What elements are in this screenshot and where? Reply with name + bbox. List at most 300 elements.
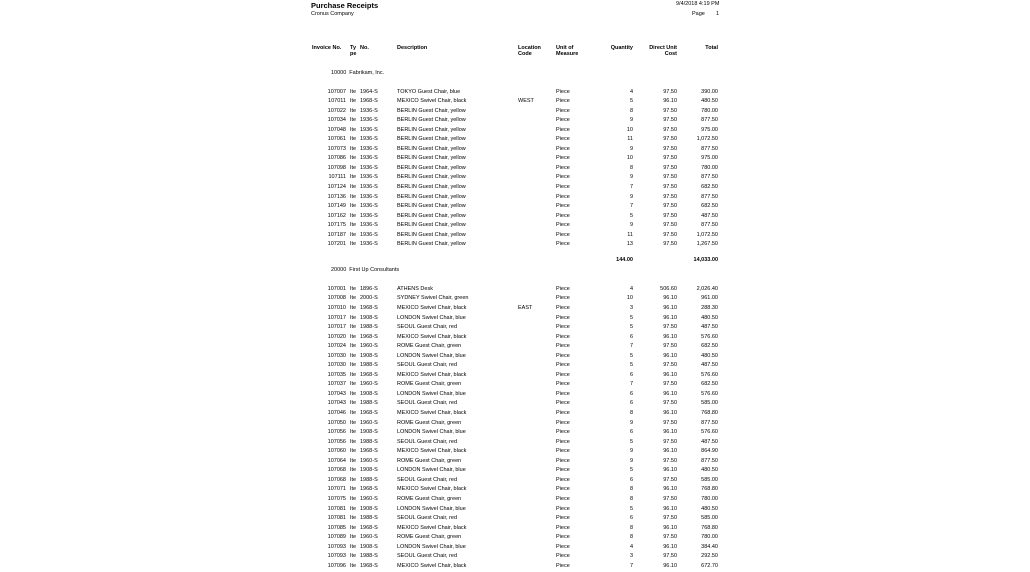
line-total: 585.00: [701, 515, 718, 522]
description: SEOUL Guest Chair, red: [397, 324, 458, 331]
description: BERLIN Guest Chair, yellow: [397, 241, 466, 248]
table-row: [0, 420, 1030, 430]
description: MEXICO Swivel Chair, black: [397, 304, 467, 311]
item-no: 1908-S: [360, 429, 378, 436]
item-no: 1936-S: [360, 212, 378, 219]
invoice-no: 107010: [327, 304, 346, 311]
type: Ite: [350, 400, 357, 407]
table-row: [0, 98, 1030, 108]
item-no: 1908-S: [360, 352, 378, 359]
type: Ite: [350, 362, 357, 369]
invoice-no: 107060: [327, 448, 346, 455]
unit-of-measure: Piece: [556, 553, 570, 560]
unit-of-measure: Piece: [556, 193, 570, 200]
vendor-name: Fabrikam, Inc.: [349, 69, 385, 76]
invoice-no: 107017: [327, 314, 346, 321]
quantity: 4: [629, 88, 633, 95]
invoice-no: 107034: [327, 117, 346, 124]
table-row: [0, 353, 1030, 363]
unit-of-measure: Piece: [556, 145, 570, 152]
vendor-code: 10000: [331, 69, 347, 76]
invoice-no: 107007: [327, 88, 346, 95]
line-total: 1,072.50: [696, 136, 718, 143]
direct-unit-cost: 97.50: [663, 222, 677, 229]
quantity: 8: [629, 534, 633, 541]
item-no: 1988-S: [360, 515, 378, 522]
direct-unit-cost: 96.10: [663, 448, 677, 455]
line-total: 682.50: [701, 203, 718, 210]
unit-of-measure: Piece: [556, 400, 570, 407]
quantity: 8: [629, 107, 633, 114]
table-row: [0, 165, 1030, 175]
header-invoice-no: Invoice No.: [312, 45, 342, 51]
description: MEXICO Swivel Chair, black: [397, 562, 467, 569]
type: Ite: [350, 333, 357, 340]
unit-of-measure: Piece: [556, 343, 570, 350]
direct-unit-cost: 96.10: [663, 304, 677, 311]
invoice-no: 107030: [327, 362, 346, 369]
invoice-no: 107068: [327, 476, 346, 483]
line-total: 384.40: [701, 543, 718, 550]
unit-of-measure: Piece: [556, 333, 570, 340]
invoice-no: 107001: [327, 285, 346, 292]
item-no: 1968-S: [360, 371, 378, 378]
page-number: 1: [716, 11, 720, 17]
item-no: 1988-S: [360, 553, 378, 560]
line-total: 576.60: [701, 429, 718, 436]
table-row: [0, 222, 1030, 232]
line-total: 877.50: [701, 457, 718, 464]
quantity: 5: [629, 212, 633, 219]
line-total: 975.00: [701, 126, 718, 133]
invoice-no: 107043: [327, 390, 346, 397]
type: Ite: [350, 524, 357, 531]
description: BERLIN Guest Chair, yellow: [397, 117, 466, 124]
invoice-no: 107064: [327, 457, 346, 464]
invoice-no: 107035: [327, 371, 346, 378]
direct-unit-cost: 97.50: [663, 495, 677, 502]
description: BERLIN Guest Chair, yellow: [397, 155, 466, 162]
type: Ite: [350, 193, 357, 200]
direct-unit-cost: 97.50: [663, 88, 677, 95]
direct-unit-cost: 96.10: [663, 486, 677, 493]
item-no: 1936-S: [360, 126, 378, 133]
item-no: 1936-S: [360, 107, 378, 114]
quantity: 6: [629, 371, 633, 378]
type: Ite: [350, 390, 357, 397]
type: Ite: [350, 562, 357, 569]
type: Ite: [350, 88, 357, 95]
type: Ite: [350, 486, 357, 493]
line-total: 780.00: [701, 164, 718, 171]
type: Ite: [350, 285, 357, 292]
item-no: 1968-S: [360, 486, 378, 493]
table-row: [0, 117, 1030, 127]
line-total: 768.80: [701, 524, 718, 531]
direct-unit-cost: 97.50: [663, 400, 677, 407]
table-row: [0, 372, 1030, 382]
direct-unit-cost: 96.10: [663, 467, 677, 474]
description: SEOUL Guest Chair, red: [397, 362, 458, 369]
quantity: 7: [629, 203, 633, 210]
direct-unit-cost: 96.10: [663, 429, 677, 436]
item-no: 1968-S: [360, 333, 378, 340]
invoice-no: 107017: [327, 324, 346, 331]
description: SEOUL Guest Chair, red: [397, 476, 458, 483]
invoice-no: 107046: [327, 410, 346, 416]
type: Ite: [350, 212, 357, 219]
unit-of-measure: Piece: [556, 352, 570, 359]
direct-unit-cost: 97.50: [663, 155, 677, 162]
item-no: 1960-S: [360, 381, 378, 388]
quantity: 6: [629, 400, 633, 407]
description: MEXICO Swivel Chair, black: [397, 410, 467, 416]
invoice-no: 107081: [327, 515, 346, 522]
description: BERLIN Guest Chair, yellow: [397, 193, 466, 200]
line-total: 292.50: [701, 553, 718, 560]
line-total: 390.00: [701, 88, 718, 95]
unit-of-measure: Piece: [556, 184, 570, 190]
table-row: [0, 213, 1030, 223]
unit-of-measure: Piece: [556, 126, 570, 133]
description: BERLIN Guest Chair, yellow: [397, 184, 466, 190]
page-label: Page: [692, 11, 705, 17]
unit-of-measure: Piece: [556, 117, 570, 124]
quantity: 6: [629, 429, 633, 436]
type: Ite: [350, 203, 357, 210]
table-row: [0, 506, 1030, 516]
line-total: 768.80: [701, 486, 718, 493]
line-total: 877.50: [701, 193, 718, 200]
description: LONDON Swivel Chair, blue: [397, 505, 466, 512]
table-row: [0, 315, 1030, 325]
vendor-group-header: [331, 267, 399, 273]
type: Ite: [350, 457, 357, 464]
quantity: 6: [629, 476, 633, 483]
invoice-no: 107030: [327, 352, 346, 359]
table-row: [0, 410, 1030, 420]
invoice-no: 107136: [327, 193, 346, 200]
line-total: 487.50: [701, 212, 718, 219]
line-total: 877.50: [701, 145, 718, 152]
description: ROME Guest Chair, green: [397, 495, 462, 502]
line-total: 975.00: [701, 155, 718, 162]
item-no: 1936-S: [360, 193, 378, 200]
item-no: 1936-S: [360, 222, 378, 229]
item-no: 1936-S: [360, 155, 378, 162]
unit-of-measure: Piece: [556, 324, 570, 331]
direct-unit-cost: 96.10: [663, 505, 677, 512]
direct-unit-cost: 96.10: [663, 314, 677, 321]
type: Ite: [350, 136, 357, 143]
table-row: [0, 448, 1030, 458]
table-row: [0, 343, 1030, 353]
invoice-no: 107093: [327, 553, 346, 560]
description: LONDON Swivel Chair, blue: [397, 543, 466, 550]
direct-unit-cost: 96.10: [663, 390, 677, 397]
item-no: 1964-S: [360, 88, 378, 95]
table-row: [0, 391, 1030, 401]
quantity: 7: [629, 184, 633, 190]
type: Ite: [350, 505, 357, 512]
description: BERLIN Guest Chair, yellow: [397, 203, 466, 210]
direct-unit-cost: 96.10: [663, 98, 677, 105]
description: MEXICO Swivel Chair, black: [397, 448, 467, 455]
item-no: 1936-S: [360, 117, 378, 124]
direct-unit-cost: 97.50: [663, 476, 677, 483]
type: Ite: [350, 324, 357, 331]
table-row: [0, 544, 1030, 554]
quantity: 7: [629, 343, 633, 350]
type: Ite: [350, 117, 357, 124]
item-no: 1908-S: [360, 543, 378, 550]
quantity: 8: [629, 495, 633, 502]
table-row: [0, 496, 1030, 506]
type: Ite: [350, 410, 357, 416]
invoice-no: 107071: [327, 486, 346, 493]
quantity: 7: [629, 381, 633, 388]
item-no: 1988-S: [360, 476, 378, 483]
type: Ite: [350, 145, 357, 152]
unit-of-measure: Piece: [556, 448, 570, 455]
table-row: [0, 324, 1030, 334]
description: ROME Guest Chair, green: [397, 419, 462, 426]
description: BERLIN Guest Chair, yellow: [397, 231, 466, 238]
type: Ite: [350, 107, 357, 114]
quantity: 9: [629, 145, 633, 152]
quantity: 5: [629, 98, 633, 105]
type: Ite: [350, 419, 357, 426]
invoice-no: 107124: [327, 184, 346, 190]
line-total: 480.50: [701, 467, 718, 474]
line-total: 780.00: [701, 107, 718, 114]
invoice-no: 107024: [327, 343, 346, 350]
line-total: 1,072.50: [696, 231, 718, 238]
item-no: 1936-S: [360, 164, 378, 171]
quantity: 8: [629, 524, 633, 531]
unit-of-measure: Piece: [556, 390, 570, 397]
table-row: [0, 89, 1030, 99]
quantity: 5: [629, 438, 633, 445]
item-no: 1936-S: [360, 145, 378, 152]
unit-of-measure: Piece: [556, 438, 570, 445]
direct-unit-cost: 96.10: [663, 543, 677, 550]
vendor-name: First Up Consultants: [349, 266, 400, 273]
invoice-no: 107073: [327, 145, 346, 152]
direct-unit-cost: 97.50: [663, 164, 677, 171]
line-total: 682.50: [701, 343, 718, 350]
invoice-no: 107187: [327, 231, 346, 238]
item-no: 1936-S: [360, 184, 378, 190]
table-row: [0, 108, 1030, 118]
type: Ite: [350, 534, 357, 541]
description: MEXICO Swivel Chair, black: [397, 371, 467, 378]
description: BERLIN Guest Chair, yellow: [397, 126, 466, 133]
description: BERLIN Guest Chair, yellow: [397, 107, 466, 114]
invoice-no: 107050: [327, 419, 346, 426]
unit-of-measure: Piece: [556, 486, 570, 493]
invoice-no: 107022: [327, 107, 346, 114]
direct-unit-cost: 97.50: [663, 136, 677, 143]
unit-of-measure: Piece: [556, 222, 570, 229]
line-total: 682.50: [701, 381, 718, 388]
header-direct-unit-cost: Direct Unit Cost: [649, 45, 677, 57]
line-total: 864.90: [701, 448, 718, 455]
direct-unit-cost: 97.50: [663, 193, 677, 200]
invoice-no: 107085: [327, 524, 346, 531]
direct-unit-cost: 96.10: [663, 333, 677, 340]
table-row: [0, 429, 1030, 439]
description: ATHENS Desk: [397, 285, 433, 292]
line-total: 487.50: [701, 324, 718, 331]
direct-unit-cost: 97.50: [663, 203, 677, 210]
item-no: 1960-S: [360, 457, 378, 464]
description: BERLIN Guest Chair, yellow: [397, 222, 466, 229]
description: ROME Guest Chair, green: [397, 534, 462, 541]
quantity: 8: [629, 410, 633, 416]
unit-of-measure: Piece: [556, 457, 570, 464]
report-datetime: 9/4/2018 4:19 PM: [676, 1, 720, 7]
direct-unit-cost: 97.50: [663, 515, 677, 522]
quantity: 9: [629, 457, 633, 464]
quantity: 5: [629, 352, 633, 359]
description: ROME Guest Chair, green: [397, 343, 462, 350]
line-total: 877.50: [701, 117, 718, 124]
type: Ite: [350, 371, 357, 378]
direct-unit-cost: 96.10: [663, 295, 677, 302]
unit-of-measure: Piece: [556, 476, 570, 483]
item-no: 1968-S: [360, 304, 378, 311]
item-no: 1968-S: [360, 524, 378, 531]
table-row: [0, 232, 1030, 242]
table-row: [0, 146, 1030, 156]
invoice-no: 107011: [328, 98, 346, 105]
description: SYDNEY Swivel Chair, green: [397, 295, 469, 302]
type: Ite: [350, 352, 357, 359]
unit-of-measure: Piece: [556, 505, 570, 512]
table-row: [0, 295, 1030, 305]
invoice-no: 107093: [327, 543, 346, 550]
type: Ite: [350, 467, 357, 474]
unit-of-measure: Piece: [556, 429, 570, 436]
direct-unit-cost: 97.50: [663, 457, 677, 464]
invoice-no: 107089: [327, 534, 346, 541]
unit-of-measure: Piece: [556, 212, 570, 219]
header-no: No.: [360, 45, 369, 51]
header-unit-of-measure: Unit of Measure: [556, 45, 579, 57]
unit-of-measure: Piece: [556, 155, 570, 162]
type: Ite: [350, 343, 357, 350]
item-no: 1936-S: [360, 231, 378, 238]
item-no: 1968-S: [360, 98, 378, 105]
type: Ite: [350, 184, 357, 190]
table-row: [0, 203, 1030, 213]
description: SEOUL Guest Chair, red: [397, 438, 458, 445]
header-description: Description: [397, 45, 428, 51]
type: Ite: [350, 495, 357, 502]
table-row: [0, 194, 1030, 204]
invoice-no: 107037: [327, 381, 346, 388]
line-total: 480.50: [701, 98, 718, 105]
item-no: 1908-S: [360, 467, 378, 474]
table-row: [0, 334, 1030, 344]
line-total: 576.60: [701, 333, 718, 340]
type: Ite: [350, 174, 357, 181]
description: MEXICO Swivel Chair, black: [397, 524, 467, 531]
group-total-quantity: 144.00: [616, 257, 633, 264]
table-row: [0, 305, 1030, 315]
unit-of-measure: Piece: [556, 241, 570, 248]
quantity: 8: [629, 486, 633, 493]
item-no: 1960-S: [360, 534, 378, 541]
table-row: [0, 515, 1030, 525]
type: Ite: [350, 295, 357, 302]
quantity: 11: [627, 231, 633, 238]
direct-unit-cost: 97.50: [663, 534, 677, 541]
description: BERLIN Guest Chair, yellow: [397, 136, 466, 143]
type: Ite: [350, 314, 357, 321]
quantity: 10: [626, 155, 633, 162]
unit-of-measure: Piece: [556, 419, 570, 426]
unit-of-measure: Piece: [556, 285, 570, 292]
quantity: 4: [629, 285, 633, 292]
direct-unit-cost: 97.50: [663, 241, 677, 248]
item-no: 1908-S: [360, 390, 378, 397]
unit-of-measure: Piece: [556, 174, 570, 181]
quantity: 5: [629, 324, 633, 331]
quantity: 5: [629, 314, 633, 321]
item-no: 1968-S: [360, 562, 378, 569]
line-total: 585.00: [701, 476, 718, 483]
line-total: 877.50: [701, 222, 718, 229]
unit-of-measure: Piece: [556, 562, 570, 569]
direct-unit-cost: 96.10: [663, 562, 677, 569]
unit-of-measure: Piece: [556, 381, 570, 388]
table-row: [0, 553, 1030, 563]
direct-unit-cost: 97.50: [663, 231, 677, 238]
line-total: 288.30: [701, 304, 718, 311]
direct-unit-cost: 97.50: [663, 343, 677, 350]
direct-unit-cost: 97.50: [663, 553, 677, 560]
direct-unit-cost: 506.60: [660, 285, 677, 292]
item-no: 1968-S: [360, 410, 378, 416]
table-row: [0, 174, 1030, 184]
line-total: 576.60: [701, 390, 718, 397]
unit-of-measure: Piece: [556, 136, 570, 143]
line-total: 1,267.50: [696, 241, 718, 248]
type: Ite: [350, 164, 357, 171]
quantity: 9: [629, 222, 633, 229]
unit-of-measure: Piece: [556, 98, 570, 105]
quantity: 4: [629, 543, 633, 550]
table-row: [0, 362, 1030, 372]
quantity: 7: [629, 562, 633, 569]
invoice-no: 107068: [327, 467, 346, 474]
table-row: [0, 534, 1030, 544]
description: MEXICO Swivel Chair, black: [397, 98, 467, 105]
unit-of-measure: Piece: [556, 304, 570, 311]
line-total: 487.50: [701, 438, 718, 445]
direct-unit-cost: 96.10: [663, 371, 677, 378]
description: ROME Guest Chair, green: [397, 457, 462, 464]
unit-of-measure: Piece: [556, 495, 570, 502]
quantity: 9: [629, 117, 633, 124]
direct-unit-cost: 96.10: [663, 524, 677, 531]
type: Ite: [350, 553, 357, 560]
invoice-no: 107111: [328, 174, 346, 181]
type: Ite: [350, 438, 357, 445]
header-location-code: Location Code: [518, 45, 541, 57]
